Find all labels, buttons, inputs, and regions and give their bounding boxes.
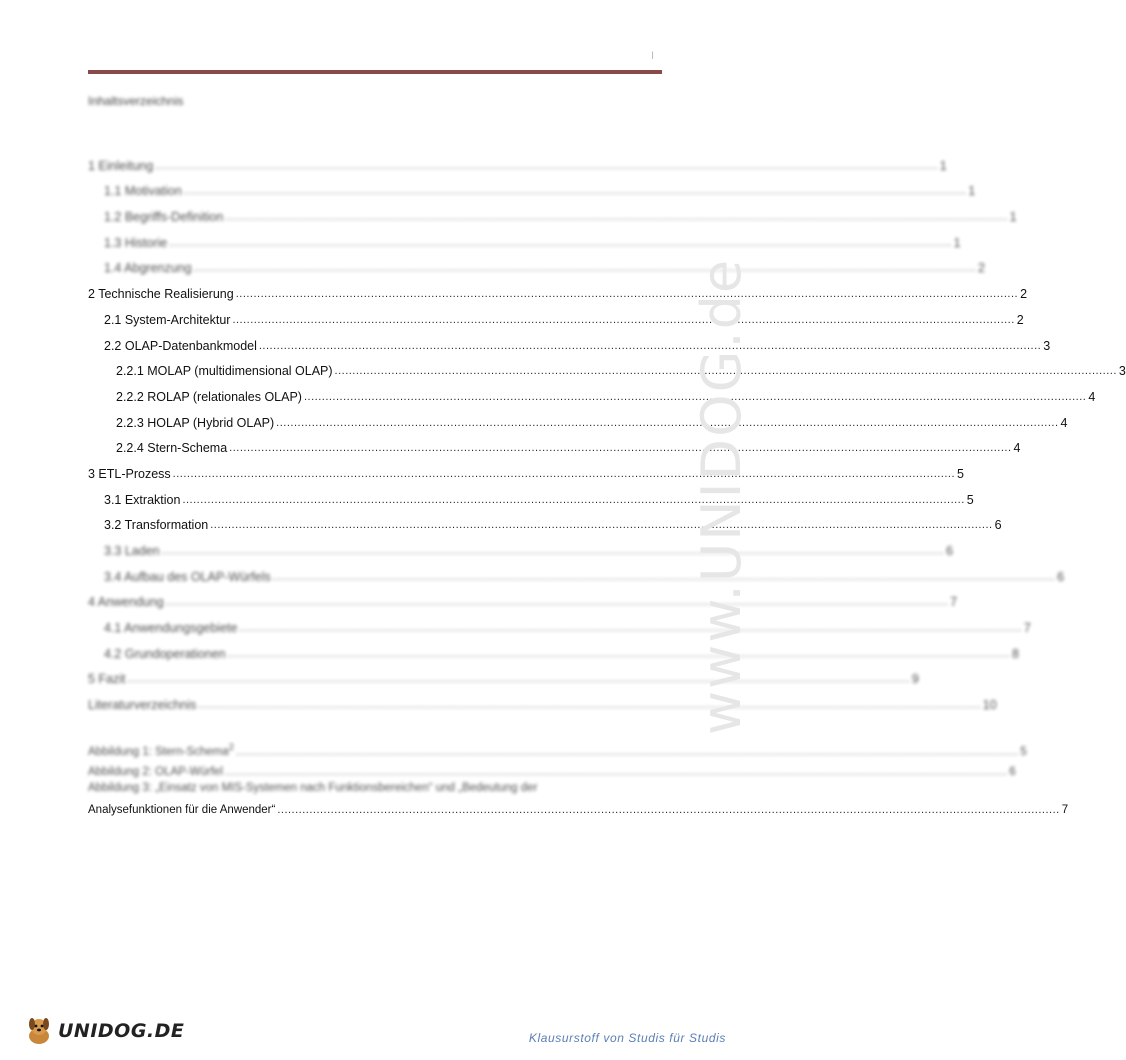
toc-entry-title: 2.2.1 MOLAP (multidimensional OLAP): [116, 364, 333, 379]
toc-entry: [88, 354, 1126, 380]
toc-entry-page: 9: [911, 672, 919, 687]
toc-entry-title: 1.1 Motivation: [104, 184, 182, 199]
figure-entry: [88, 740, 1027, 760]
dot-leader: ............................................................................................................................................................................................................................: [155, 159, 938, 172]
toc-entry-title: 3.3 Laden: [104, 544, 160, 558]
toc-entry-page: 1: [939, 158, 947, 173]
dot-leader: ............................................................................................................................................................................................................................: [303, 390, 1087, 403]
toc-entry-page: 2: [977, 261, 985, 276]
toc-entry-page: 6: [994, 518, 1002, 533]
toc-entry: [88, 456, 964, 482]
toc-entry-page: 1: [968, 184, 976, 199]
toc-entry-title: 2.2.3 HOLAP (Hybrid OLAP): [116, 415, 275, 430]
figure-entry: [88, 760, 1016, 780]
toc-entry: [88, 636, 1019, 662]
toc-entry-title: 2.2.4 Stern-Schema: [116, 441, 228, 456]
toc-entry: [88, 585, 958, 611]
toc-entry-page: 4: [1088, 389, 1096, 404]
toc-entry: [88, 379, 1096, 405]
toc-entry-page: 3: [1043, 338, 1051, 353]
dot-leader: ............................................................................................................................................................................................................................: [198, 699, 981, 712]
toc-entry-title: 2.2 OLAP-Datenbankmodel: [104, 338, 257, 353]
toc-entry-page: 3: [1118, 364, 1126, 379]
toc-entry: [88, 148, 947, 174]
toc-entry-page: 2: [1020, 287, 1028, 302]
dot-leader: ............................................................................................................................................................................................................................: [235, 746, 1019, 758]
list-of-figures: [88, 740, 1069, 818]
toc-entry-page: 1: [1009, 210, 1017, 225]
watermark: www.UNIDOG.de: [690, 257, 753, 735]
toc-entry: [88, 482, 974, 508]
toc-entry-title: 4.2 Grundoperationen: [104, 646, 226, 661]
dot-leader: ............................................................................................................................................................................................................................: [232, 313, 1015, 326]
dot-leader: ............................................................................................................................................................................................................................: [127, 673, 910, 686]
toc-entry: [88, 174, 976, 200]
toc-entry: [88, 276, 1028, 302]
toc-entry-title: 3.2 Transformation: [104, 518, 209, 533]
toc-entry-page: 7: [950, 595, 958, 610]
toc-entry-title: 1 Einleitung: [88, 158, 154, 173]
toc-entry-page: 6: [945, 544, 953, 558]
dog-icon: [24, 1016, 54, 1046]
logo-text: UNIDOG.DE: [58, 1020, 185, 1042]
toc-entry-title: 2.2.2 ROLAP (relationales OLAP): [116, 389, 302, 404]
dot-leader: ............................................................................................................................................................................................................................: [210, 519, 993, 532]
toc-entry-title: 1.3 Historie: [104, 235, 168, 250]
figure-page: 7: [1061, 804, 1069, 816]
figure-title: Abbildung 1: Stern-Schema$^2$: [88, 742, 234, 758]
toc-entry: [88, 508, 1002, 534]
dot-leader: ............................................................................................................................................................................................................................: [224, 766, 1008, 778]
dot-leader: ............................................................................................................................................................................................................................: [334, 365, 1117, 378]
figure-entry-3-line2: [88, 798, 1069, 818]
dot-leader: ............................................................................................................................................................................................................................: [161, 545, 944, 557]
dot-leader: ............................................................................................................................................................................................................................: [165, 596, 949, 609]
dot-leader: ............................................................................................................................................................................................................................: [227, 647, 1010, 660]
toc-entry-title: 3.4 Aufbau des OLAP-Würfels: [104, 569, 271, 584]
unidog-logo: [24, 1016, 184, 1046]
toc-entry-title: 2 Technische Realisierung: [88, 287, 234, 302]
toc-entry: [88, 225, 961, 251]
toc-entry-page: 8: [1011, 646, 1019, 661]
toc-entry-title: 3.1 Extraktion: [104, 492, 181, 507]
toc-entry: [88, 662, 919, 688]
footnote-ref: 2: [228, 742, 234, 754]
toc-entry: [88, 328, 1051, 354]
dot-leader: ............................................................................................................................................................................................................................: [258, 339, 1042, 352]
toc-entry: [88, 199, 1017, 225]
toc-title: Inhaltsverzeichnis: [88, 94, 184, 108]
toc-entry-page: 4: [1013, 441, 1021, 456]
header-rule: [88, 70, 662, 74]
toc-entry-title: 2.1 System-Architektur: [104, 312, 231, 327]
toc-entry: [88, 431, 1021, 457]
toc-entry-title: 5 Fazit: [88, 672, 126, 687]
dot-leader: ............................................................................................................................................................................................................................: [225, 211, 1008, 224]
dot-leader: ............................................................................................................................................................................................................................: [272, 570, 1056, 583]
figure-title: Abbildung 2: OLAP-Würfel: [88, 766, 223, 778]
toc-entry: [88, 533, 953, 559]
figure-page: 5: [1020, 746, 1027, 758]
dot-leader: ............................................................................................................................................................................................................................: [277, 804, 1060, 816]
toc-entry: [88, 687, 997, 713]
dot-leader: ............................................................................................................................................................................................................................: [276, 416, 1059, 429]
dot-leader: ............................................................................................................................................................................................................................: [182, 493, 965, 506]
toc-entry-page: 1: [953, 235, 961, 250]
footer-slogan: Klausurstoff von Studis für Studis: [528, 1031, 726, 1045]
toc-entry-title: Literaturverzeichnis: [88, 698, 197, 713]
figure-page: 6: [1009, 766, 1016, 778]
toc-entry-title: 3 ETL-Prozess: [88, 466, 171, 481]
dot-leader: ............................................................................................................................................................................................................................: [172, 467, 956, 480]
dot-leader: ............................................................................................................................................................................................................................: [183, 185, 967, 198]
page-number: I: [651, 50, 655, 62]
toc-entry-page: 7: [1023, 621, 1031, 636]
toc-entry-page: 10: [982, 698, 997, 713]
dot-leader: ............................................................................................................................................................................................................................: [193, 262, 976, 275]
toc-entry: [88, 251, 985, 277]
toc-entry-page: 5: [966, 492, 974, 507]
toc-entry-title: 1.4 Abgrenzung: [104, 261, 192, 276]
toc-entry-page: 2: [1016, 312, 1024, 327]
toc-entry-title: 4.1 Anwendungsgebiete: [104, 621, 238, 636]
toc-entry: [88, 302, 1024, 328]
toc-entry: [88, 610, 1031, 636]
toc-entry-page: 6: [1057, 569, 1065, 584]
toc-entry-page: 5: [957, 466, 964, 481]
dot-leader: ............................................................................................................................................................................................................................: [169, 236, 952, 249]
toc-entry: [88, 559, 1065, 585]
toc-entry: [88, 405, 1068, 431]
toc-entry-title: 1.2 Begriffs-Definition: [104, 210, 224, 225]
dot-leader: ............................................................................................................................................................................................................................: [229, 442, 1012, 455]
figure-title: Analysefunktionen für die Anwender“: [88, 804, 276, 816]
dot-leader: ............................................................................................................................................................................................................................: [235, 288, 1019, 301]
figure-entry-3-line1: Abbildung 3: „Einsatz von MIS-Systemen nach Funktionsbereichen“ und „Bedeutung der: [88, 782, 538, 794]
toc-entry-title: 4 Anwendung: [88, 595, 164, 610]
toc-entry-page: 4: [1060, 415, 1068, 430]
dot-leader: ............................................................................................................................................................................................................................: [239, 622, 1022, 635]
